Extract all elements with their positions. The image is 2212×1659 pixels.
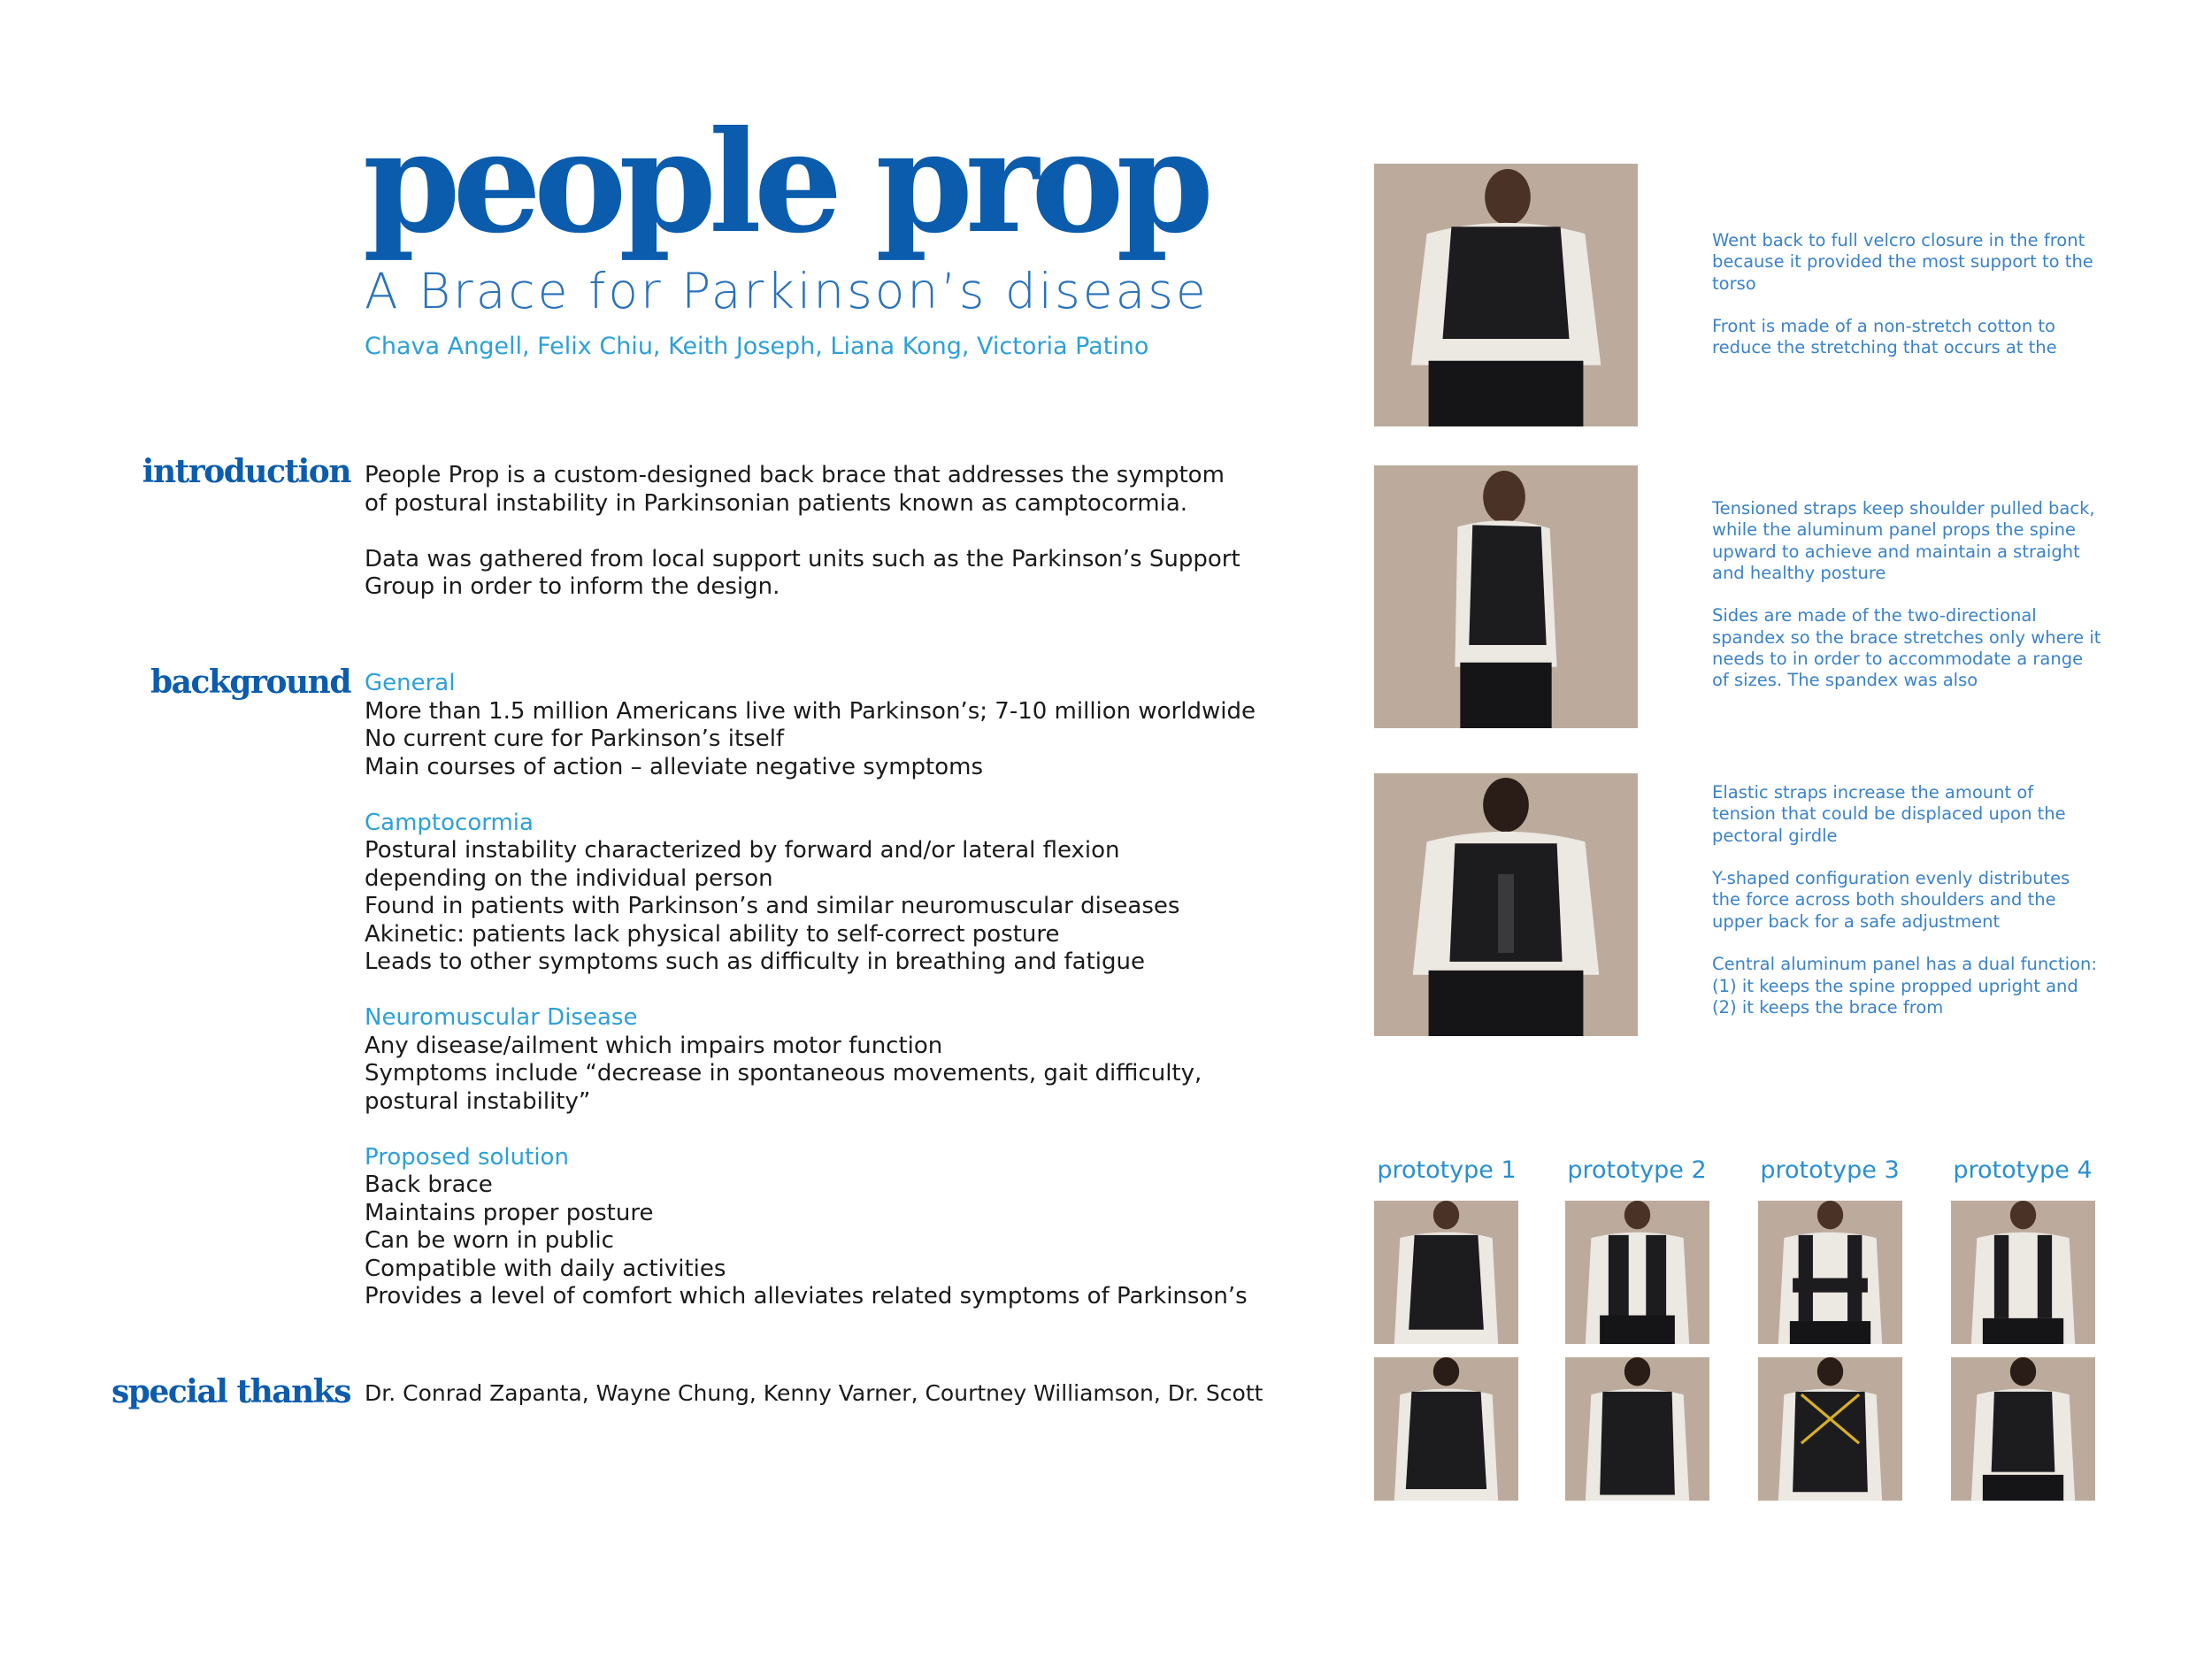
section-line: postural instability” [365,1087,591,1115]
prototype-1-front-photo [1374,1201,1518,1344]
section-line: depending on the individual person [365,864,773,892]
prototype-3-front-photo [1758,1201,1902,1344]
section-line: Leads to other symptoms such as difficulty in breathing and fatigue [365,949,1146,975]
design-note: Front is made of a non-stretch cotton to reduce the stretching that occurs at the [1712,316,2057,358]
background-section-general [365,670,1256,781]
introduction-paragraph: Data was gathered from local support units such as the Parkinson’s Support Group in order to inform the design. [365,545,1240,600]
design-note: Went back to full velcro closure in the front because it provided the most support to the torso [1712,230,2093,294]
poster-title: people prop [363,101,1206,265]
section-line: Postural instability characterized by forward and/or lateral flexion [365,837,1120,864]
author-list: Chava Angell, Felix Chiu, Keith Joseph, Liana Kong, Victoria Patino [365,333,1149,360]
section-line: Compatible with daily activities [365,1255,726,1282]
section-subheading: Camptocormia [365,809,534,836]
prototype-4-label: prototype 4 [1953,1156,2093,1184]
section-line: Main courses of action – alleviate negative symptoms [365,753,984,780]
design-note: Central aluminum panel has a dual function: (1) it keeps the spine propped upright and (2) it keeps the brace from [1712,954,2097,1018]
background-body [365,670,1256,1339]
prototype-4-front-photo [1951,1201,2095,1344]
front-view-notes [1712,230,2101,380]
prototype-1-back-photo [1374,1357,1518,1501]
background-section-neuromuscular [365,1004,1249,1116]
side-view-notes [1712,498,2101,713]
background-heading: background [150,664,350,701]
poster-subtitle: A Brace for Parkinson’s disease [365,263,1209,319]
background-section-solution [365,1144,1249,1311]
section-line: Akinetic: patients lack physical ability to self-correct posture [365,920,1060,948]
section-subheading: General [365,670,456,696]
back-view-notes [1712,782,2101,1041]
background-section-camptocormia [365,810,1249,977]
prototype-2-front-photo [1565,1201,1709,1344]
brace-side-photo [1374,465,1638,728]
design-note: Elastic straps increase the amount of tension that could be displaced upon the pectoral girdle [1712,782,2066,846]
special-thanks-heading: special thanks [111,1373,350,1410]
section-line: More than 1.5 million Americans live with Parkinson’s; 7-10 million worldwide [365,697,1256,725]
section-line: Back brace [365,1171,493,1198]
section-line: Provides a level of comfort which alleviates related symptoms of Parkinson’s [365,1283,1248,1310]
brace-back-photo [1374,773,1638,1036]
design-note: Sides are made of the two-directional spandex so the brace stretches only where it needs to in order to accommodate a range of sizes. The spandex was also [1712,605,2101,691]
brace-front-photo [1374,164,1638,426]
prototype-2-back-photo [1565,1357,1709,1501]
introduction-body [365,462,1249,629]
section-line: No current cure for Parkinson’s itself [365,726,785,752]
introduction-heading: introduction [142,453,350,490]
design-note: Tensioned straps keep shoulder pulled back, while the aluminum panel props the spine upward to achieve and maintain a straight and healthy posture [1712,498,2095,583]
prototype-4-back-photo [1951,1357,2095,1501]
section-line: Can be worn in public [365,1227,614,1254]
prototype-3-label: prototype 3 [1760,1156,1900,1184]
introduction-paragraph: People Prop is a custom-designed back brace that addresses the symptom of postural instability in Parkinsonian patients known as camptocormia. [365,462,1225,517]
special-thanks-text: Dr. Conrad Zapanta, Wayne Chung, Kenny Varner, Courtney Williamson, Dr. Scott [365,1380,1263,1406]
section-line: Any disease/ailment which impairs motor function [365,1032,943,1059]
section-line: Maintains proper posture [365,1199,654,1226]
section-subheading: Neuromuscular Disease [365,1004,638,1031]
design-note: Y-shaped configuration evenly distributes the force across both shoulders and the upper back for a safe adjustment [1712,868,2070,932]
prototype-2-label: prototype 2 [1567,1156,1707,1184]
prototype-1-label: prototype 1 [1377,1156,1517,1184]
prototype-3-back-photo [1758,1357,1902,1501]
section-line: Found in patients with Parkinson’s and similar neuromuscular diseases [365,893,1180,919]
section-line: Symptoms include “decrease in spontaneous movements, gait difficulty, [365,1060,1202,1087]
section-subheading: Proposed solution [365,1143,569,1171]
